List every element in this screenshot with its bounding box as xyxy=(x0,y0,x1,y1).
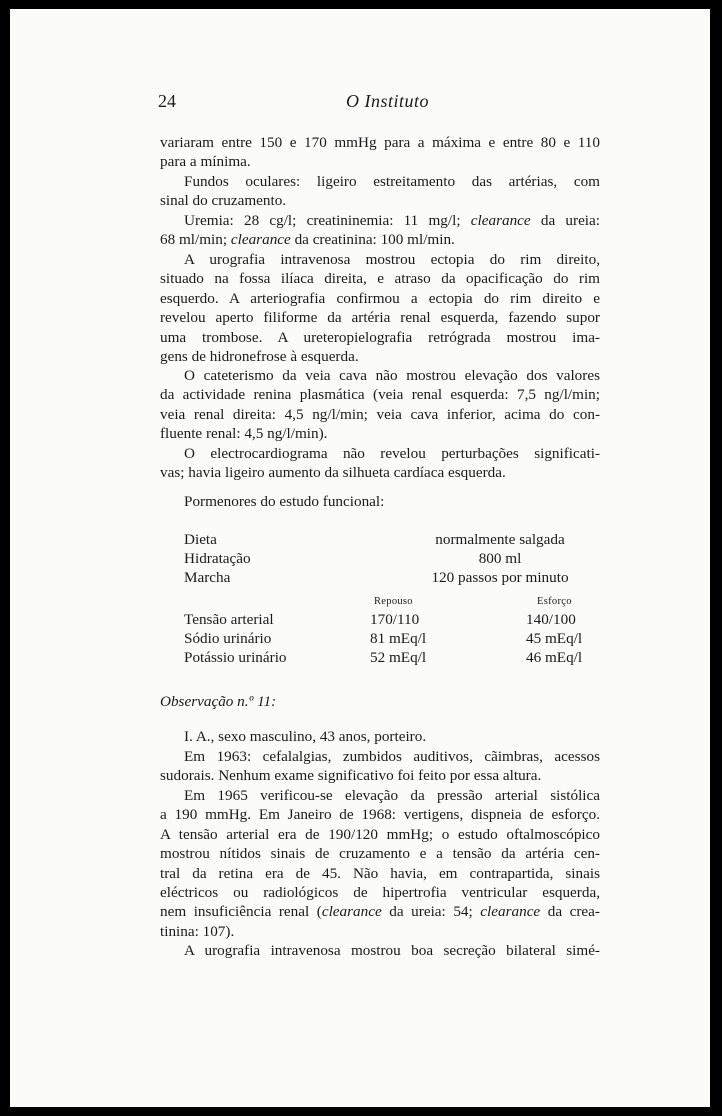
running-title: O Instituto xyxy=(346,91,430,111)
measure-rest: 81 mEq/l xyxy=(370,630,427,647)
text-line: a 190 mmHg. Em Janeiro de 1968: vertigens, dispneia de esforço. xyxy=(160,806,600,824)
text-line: mostrou nítidos sinais de cruzamento e a tensão da artéria cen- xyxy=(160,845,600,863)
text-line: vas; havia ligeiro aumento da silhueta cardíaca esquerda. xyxy=(160,464,506,482)
text-line: sinal do cruzamento. xyxy=(160,192,287,210)
column-header-effort: Esforço xyxy=(537,596,572,607)
paragraph-3 xyxy=(160,211,600,250)
text-line: Em 1965 verificou-se elevação da pressão arterial sistólica xyxy=(184,787,600,804)
text-line: veia renal direita: 4,5 ng/l/min; veia cava inferior, acima do con- xyxy=(160,405,600,423)
text-line: fluente renal: 4,5 ng/l/min). xyxy=(160,425,328,443)
functional-heading: Pormenores do estudo funcional: xyxy=(184,493,385,510)
row-label: Marcha xyxy=(184,569,231,586)
row-label: Dieta xyxy=(184,531,217,548)
row-value: 120 passos por minuto xyxy=(431,569,569,586)
paragraph-2 xyxy=(160,172,600,211)
measure-label: Tensão arterial xyxy=(184,611,274,628)
paragraph-9 xyxy=(160,786,600,941)
text-line: eléctricos ou radiológicos de hipertrofia ventricular esquerda, xyxy=(160,883,600,901)
text-line: para a mínima. xyxy=(160,153,251,171)
text-line: A urografia intravenosa mostrou boa secreção bilateral simé- xyxy=(184,942,600,959)
text-line: O electrocardiograma não revelou perturbações significati- xyxy=(184,445,600,462)
text-line: sudorais. Nenhum exame significativo foi feito por essa altura. xyxy=(160,767,542,785)
text-line: esquerdo. A arteriografia confirmou a ectopia do rim direito e xyxy=(160,289,600,307)
measure-rest: 170/110 xyxy=(370,611,420,628)
column-header-rest: Repouso xyxy=(374,596,413,607)
text-line: tral da retina era de 45. Não havia, em contrapartida, sinais xyxy=(160,864,600,882)
measure-effort: 45 mEq/l xyxy=(526,630,583,647)
observation-title: Observação n.º 11: xyxy=(160,693,277,710)
document-page xyxy=(10,9,710,1107)
text-line: Uremia: 28 cg/l; creatininemia: 11 mg/l; clearance da ureia: xyxy=(184,212,600,229)
text-line: Em 1963: cefalalgias, zumbidos auditivos, cãimbras, acessos xyxy=(184,748,600,765)
text-line: uma trombose. A ureteropielografia retrógrada mostrou ima- xyxy=(160,328,600,346)
measure-label: Sódio urinário xyxy=(184,630,272,647)
paragraph-8 xyxy=(160,747,600,786)
text-line: 68 ml/min; clearance da creatinina: 100 ml/min. xyxy=(160,231,455,249)
text-line: O cateterismo da veia cava não mostrou elevação dos valores xyxy=(184,367,600,384)
text-line: Fundos oculares: ligeiro estreitamento das artérias, com xyxy=(184,173,600,190)
paragraph-7 xyxy=(160,727,600,746)
text-line: A urografia intravenosa mostrou ectopia do rim direito, xyxy=(184,251,600,268)
text-line: revelou aperto filiforme da artéria renal esquerda, fazendo supor xyxy=(160,309,600,327)
text-line: I. A., sexo masculino, 43 anos, porteiro. xyxy=(184,728,427,745)
row-value: normalmente salgada xyxy=(435,531,565,548)
text-line: A tensão arterial era de 190/120 mmHg; o estudo oftalmoscópico xyxy=(160,825,600,843)
row-value: 800 ml xyxy=(478,550,522,567)
text-line: situado na fossa ilíaca direita, e atraso da opacificação do rim xyxy=(160,270,600,288)
text-line: nem insuficiência renal (clearance da ureia: 54; clearance da crea- xyxy=(160,903,600,921)
paragraph-6 xyxy=(160,444,600,483)
paragraph-10 xyxy=(160,941,600,960)
text-line: da actividade renina plasmática (veia renal esquerda: 7,5 ng/l/min; xyxy=(160,386,600,404)
measure-effort: 46 mEq/l xyxy=(526,649,583,666)
page-number: 24 xyxy=(158,91,176,111)
paragraph-1 xyxy=(160,133,600,172)
row-label: Hidratação xyxy=(184,550,251,567)
measure-label: Potássio urinário xyxy=(184,649,287,666)
text-line: tinina: 107). xyxy=(160,922,235,940)
text-line: variaram entre 150 e 170 mmHg para a máxima e entre 80 e 110 xyxy=(160,134,600,151)
text-line: gens de hidronefrose à esquerda. xyxy=(160,347,359,365)
measure-effort: 140/100 xyxy=(526,611,576,628)
paragraph-5 xyxy=(160,366,600,444)
paragraph-4 xyxy=(160,250,600,366)
measure-rest: 52 mEq/l xyxy=(370,649,427,666)
